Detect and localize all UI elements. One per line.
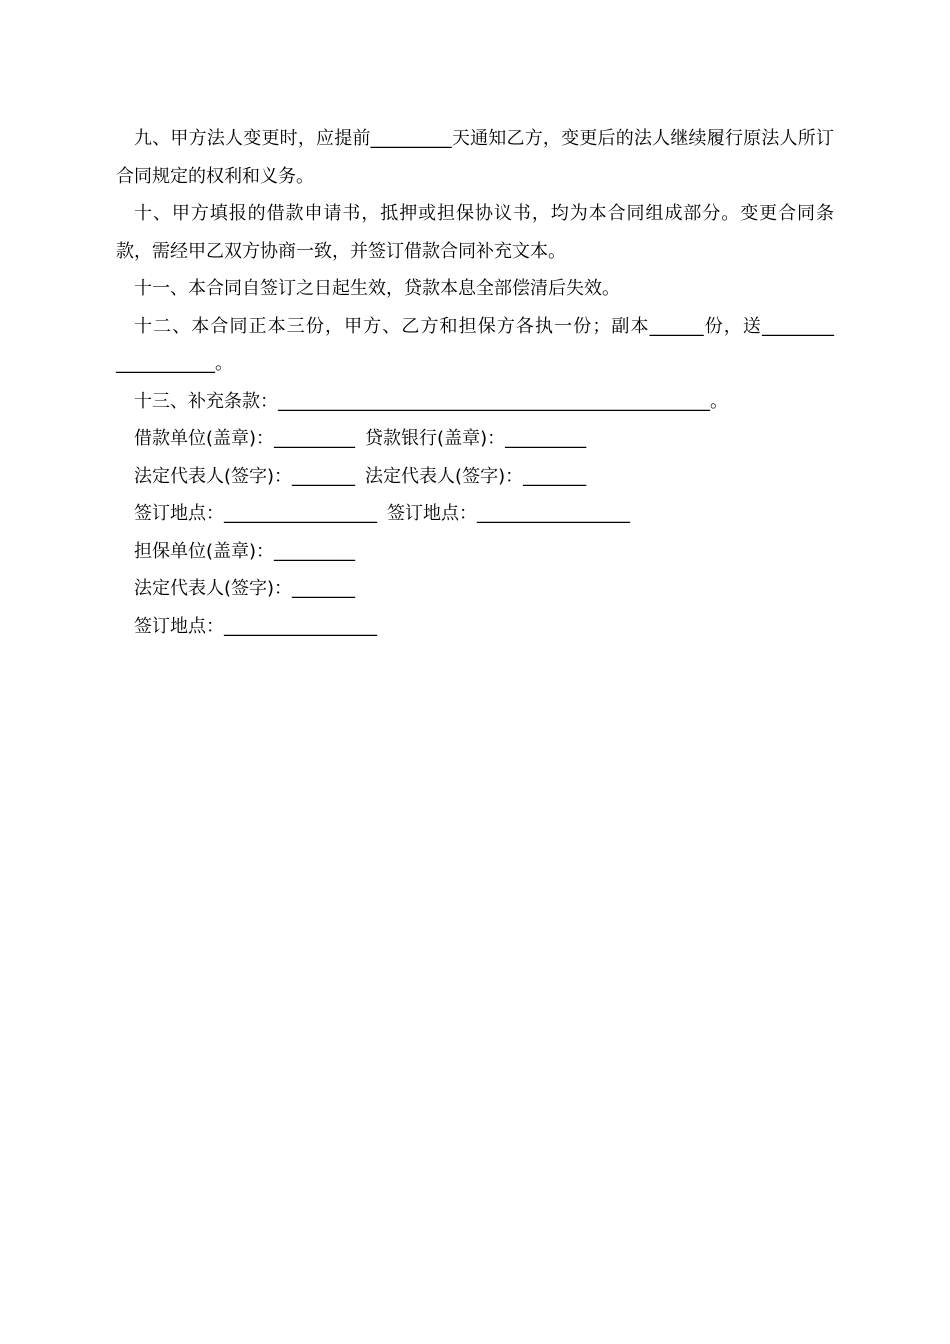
clause-13: 十三、补充条款：________________________________________________。 — [134, 390, 728, 412]
guarantor-unit-row — [116, 533, 834, 571]
borrower-unit-field: 借款单位(盖章)：_________ — [134, 428, 356, 449]
clause-9: 九、甲方法人变更时，应提前_________天通知乙方，变更后的法人继续履行原法人所订合同规定的权利和义务。 — [116, 128, 834, 187]
guarantor-unit-field: 担保单位(盖章)：_________ — [134, 540, 356, 562]
guarantor-rep-row — [116, 570, 834, 608]
borrower-place-field: 签订地点：_________________ — [134, 503, 377, 524]
clause-12: 十二、本合同正本三份，甲方、乙方和担保方各执一份；副本______份，送________ ___________。 — [116, 315, 834, 374]
signature-row-place — [116, 495, 834, 533]
contract-page — [116, 120, 834, 645]
lender-rep-field: 法定代表人(签字)：_______ — [365, 465, 587, 487]
signature-row-unit — [116, 420, 834, 458]
clause-10: 十、甲方填报的借款申请书，抵押或担保协议书，均为本合同组成部分。变更合同条款，需经甲乙双方协商一致，并签订借款合同补充文本。 — [116, 203, 834, 262]
lender-place-field: 签订地点：_________________ — [387, 503, 630, 524]
guarantor-rep-field: 法定代表人(签字)：_______ — [134, 578, 356, 599]
signature-row-rep — [116, 458, 834, 496]
guarantor-place-field: 签订地点：_________________ — [134, 615, 377, 637]
clause-11: 十一、本合同自签订之日起生效，贷款本息全部偿清后失效。 — [134, 278, 620, 299]
lender-bank-field: 贷款银行(盖章)：_________ — [365, 428, 587, 449]
borrower-rep-field: 法定代表人(签字)：_______ — [134, 465, 356, 487]
guarantor-place-row — [116, 608, 834, 646]
